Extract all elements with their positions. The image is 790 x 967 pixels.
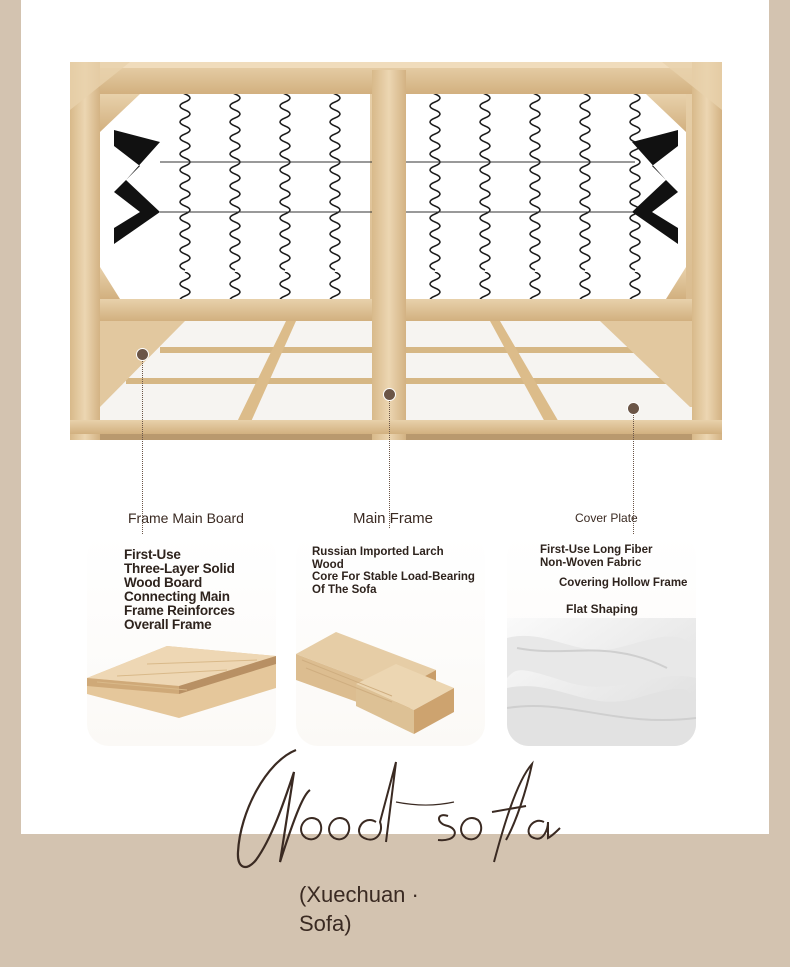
frame-main-board-title: Frame Main Board bbox=[128, 510, 244, 526]
brand-script-logo bbox=[226, 742, 566, 877]
main-frame-title: Main Frame bbox=[353, 510, 434, 527]
frame-main-board-description: First-Use Three-Layer Solid Wood Board Connecting Main Frame Reinforces Overall Frame bbox=[124, 547, 235, 632]
pointer-dot-frame-board bbox=[136, 348, 149, 361]
cover-plate-description-line-2: Covering Hollow Frame bbox=[559, 577, 688, 589]
main-frame-card bbox=[296, 534, 485, 746]
sofa-frame-image bbox=[70, 62, 722, 442]
cover-plate-card bbox=[507, 534, 696, 746]
cover-plate-title: Cover Plate bbox=[575, 511, 638, 525]
brand-name: (Xuechuan · Sofa) bbox=[299, 882, 419, 936]
cover-plate-description-line-1: First-Use Long Fiber Non-Woven Fabric bbox=[540, 544, 653, 569]
larch-beams-image bbox=[296, 614, 485, 746]
main-frame-description: Russian Imported Larch Wood Core For Stable Load-Bearing Of The Sofa bbox=[312, 546, 475, 596]
non-woven-fabric-image bbox=[507, 618, 696, 746]
cover-plate-description-line-3: Flat Shaping bbox=[566, 602, 638, 616]
frame-main-board-card bbox=[87, 534, 276, 746]
pointer-line-main-frame bbox=[389, 398, 390, 528]
pointer-dot-cover-plate bbox=[627, 402, 640, 415]
pointer-dot-main-frame bbox=[383, 388, 396, 401]
pine-board-image bbox=[87, 638, 276, 728]
